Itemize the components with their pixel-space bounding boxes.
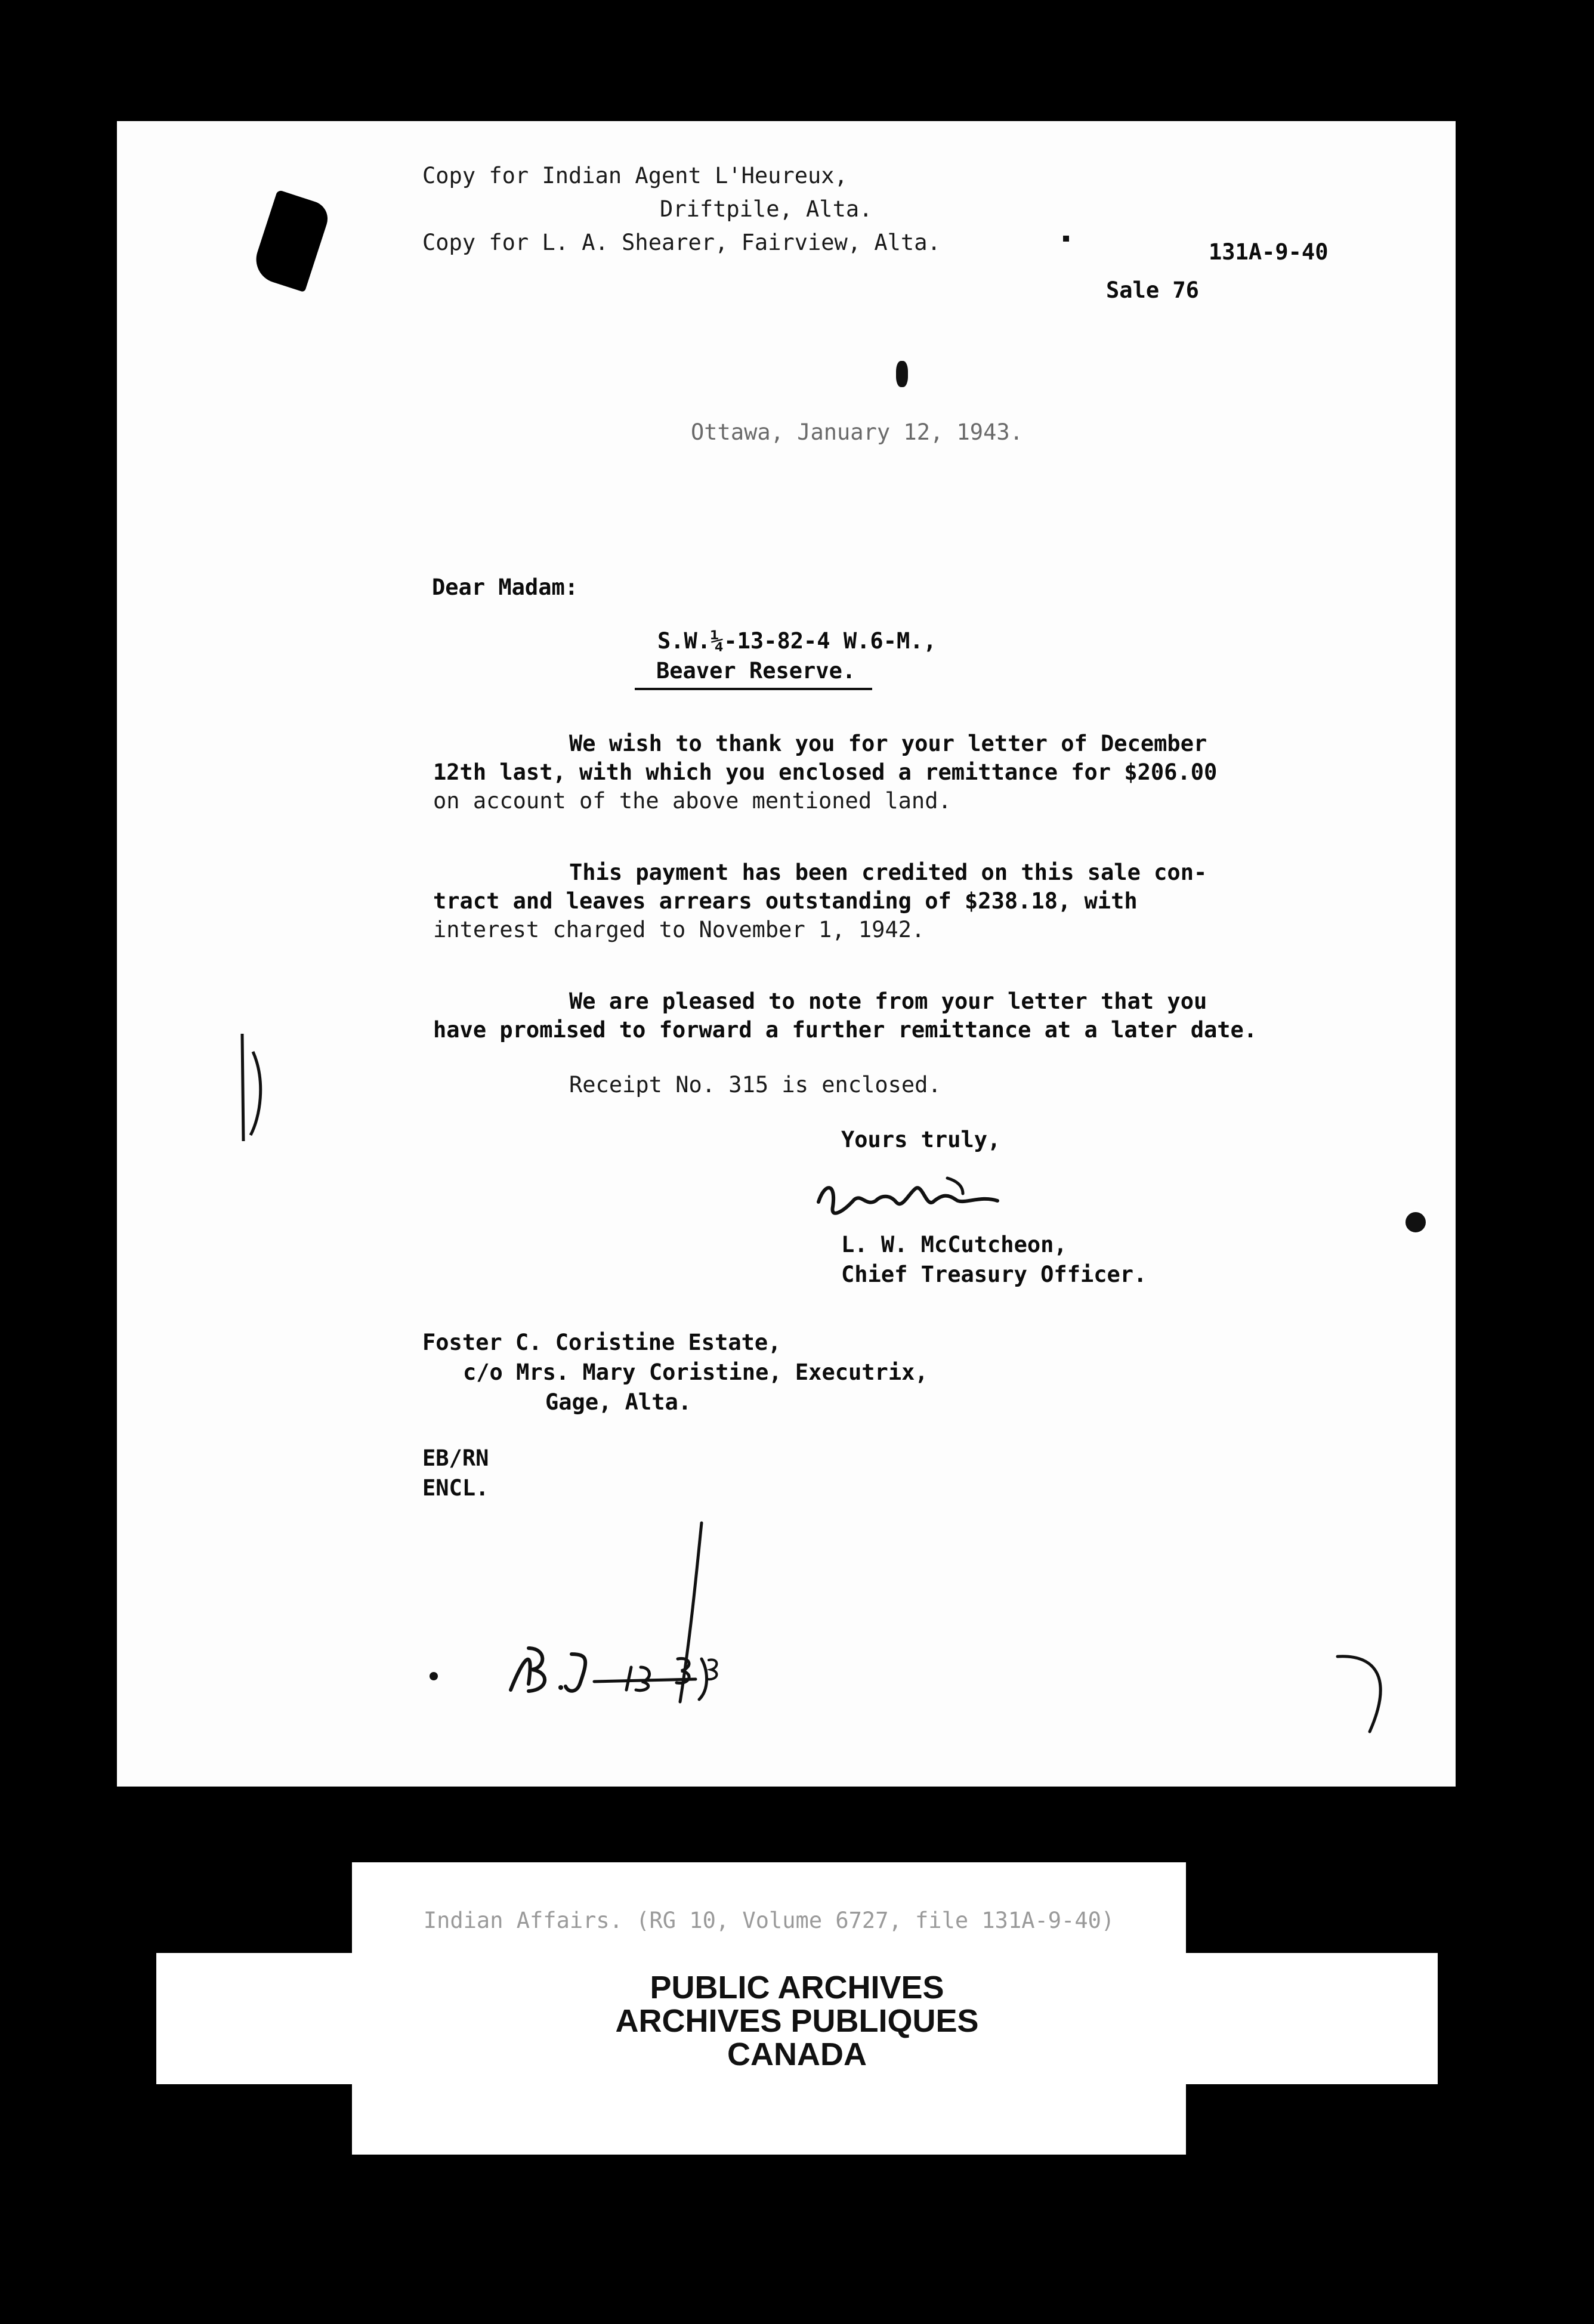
enclosure-note: ENCL. bbox=[422, 1475, 489, 1501]
archive-line-1: PUBLIC ARCHIVES bbox=[650, 1970, 944, 2005]
signature bbox=[807, 1165, 1009, 1237]
body-p3-l1: We are pleased to note from your letter that you bbox=[569, 988, 1207, 1014]
copy-line-1: Copy for Indian Agent L'Heureux, bbox=[422, 163, 848, 188]
archive-stamp bbox=[156, 1971, 1438, 2071]
addressee-line-1: Foster C. Coristine Estate, bbox=[422, 1330, 781, 1355]
addressee-line-3: Gage, Alta. bbox=[545, 1389, 692, 1415]
body-p3-l2: have promised to forward a further remittance at a later date. bbox=[433, 1017, 1258, 1043]
archive-line-2: ARCHIVES PUBLIQUES bbox=[615, 2003, 979, 2039]
body-p2-l2: tract and leaves arrears outstanding of $238.18, with bbox=[433, 888, 1138, 914]
copy-line-2: Copy for L. A. Shearer, Fairview, Alta. bbox=[422, 230, 941, 255]
copy-line-1-cont: Driftpile, Alta. bbox=[660, 196, 873, 222]
signatory-title: Chief Treasury Officer. bbox=[841, 1262, 1147, 1287]
addressee-line-2: c/o Mrs. Mary Coristine, Executrix, bbox=[463, 1359, 928, 1385]
body-p1-l3: on account of the above mentioned land. bbox=[433, 788, 952, 814]
ink-blot bbox=[250, 190, 332, 292]
archive-line-3: CANADA bbox=[727, 2036, 867, 2072]
archive-reference: Indian Affairs. (RG 10, Volume 6727, file 131A-9-40) bbox=[423, 1908, 1115, 1933]
handwritten-note bbox=[499, 1511, 833, 1714]
salutation: Dear Madam: bbox=[432, 574, 579, 600]
body-p1-l1: We wish to thank you for your letter of December bbox=[569, 731, 1207, 756]
valediction: Yours truly, bbox=[841, 1127, 1001, 1152]
stray-dash bbox=[1063, 236, 1069, 242]
subject-line-2: Beaver Reserve. bbox=[635, 657, 872, 690]
subject-line-1: S.W.¼-13-82-4 W.6-M., bbox=[657, 628, 937, 654]
letter-page bbox=[117, 121, 1456, 1787]
body-p1-l2: 12th last, with which you enclosed a remittance for $206.00 bbox=[433, 759, 1218, 785]
ink-dot bbox=[430, 1672, 438, 1680]
body-p2-l3: interest charged to November 1, 1942. bbox=[433, 917, 925, 942]
ink-mark bbox=[896, 361, 908, 387]
body-p2-l1: This payment has been credited on this sale con- bbox=[569, 860, 1207, 885]
body-p4: Receipt No. 315 is enclosed. bbox=[569, 1072, 941, 1098]
typist-initials: EB/RN bbox=[422, 1445, 489, 1471]
sale-number: Sale 76 bbox=[1106, 277, 1199, 303]
date-line: Ottawa, January 12, 1943. bbox=[691, 419, 1023, 445]
signatory-name: L. W. McCutcheon, bbox=[841, 1232, 1067, 1257]
margin-mark bbox=[224, 1028, 272, 1147]
punch-hole bbox=[1403, 1210, 1428, 1235]
corner-mark bbox=[1334, 1648, 1405, 1744]
file-number: 131A-9-40 bbox=[1209, 239, 1329, 265]
